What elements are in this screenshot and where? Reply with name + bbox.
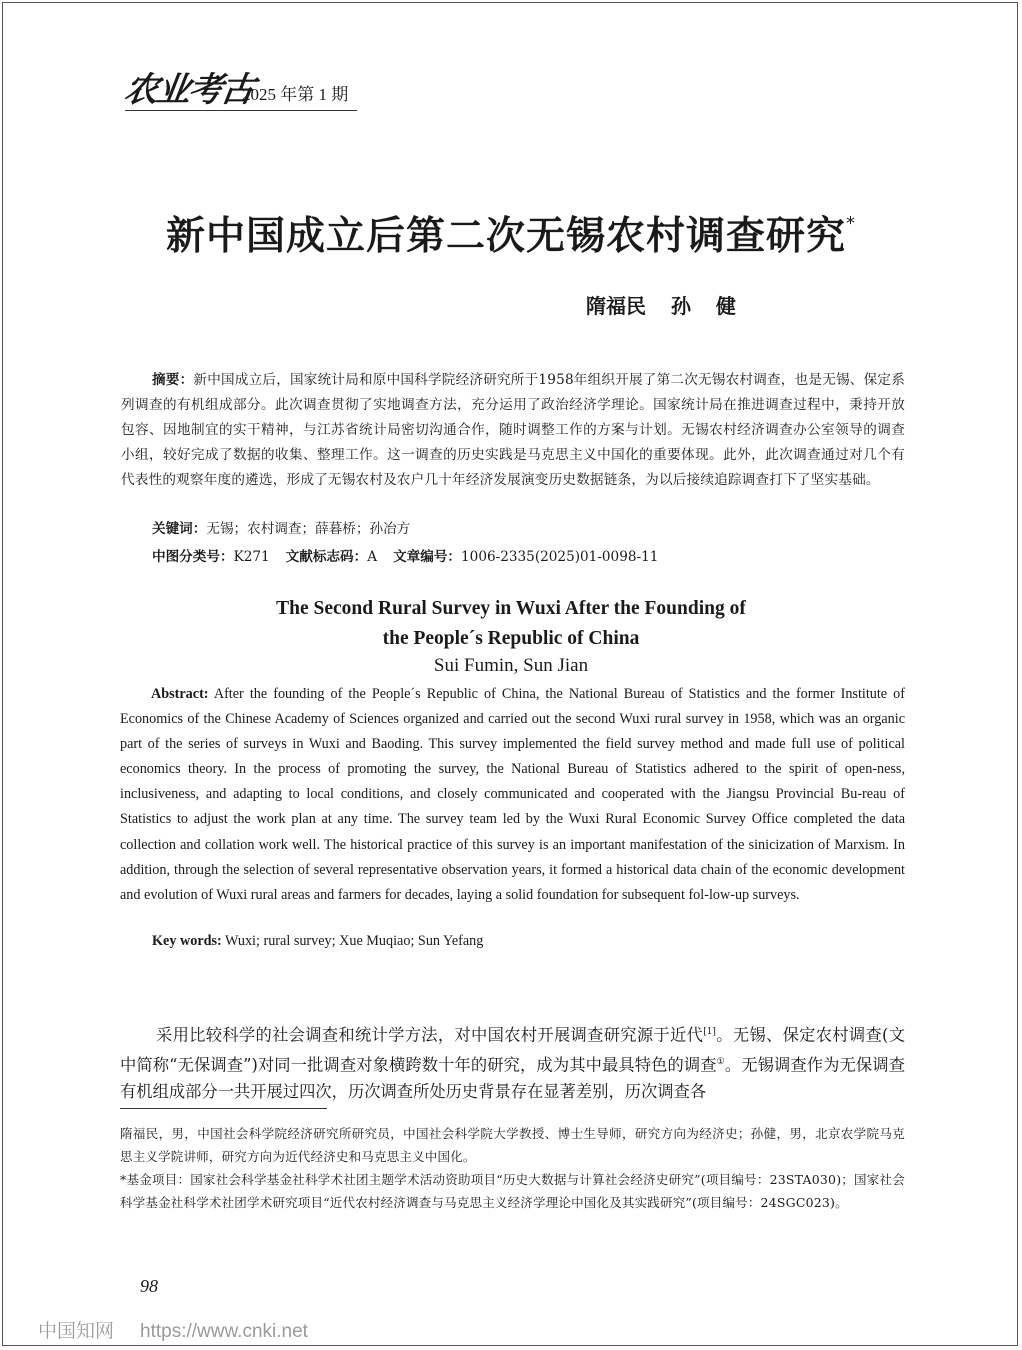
title-footnote-mark: *	[846, 213, 856, 234]
class-value: K271	[233, 549, 270, 565]
watermark-url[interactable]: https://www.cnki.net	[140, 1321, 308, 1342]
classification-line	[152, 545, 912, 565]
english-keywords-label: Key words:	[152, 933, 222, 949]
english-authors: Sui Fumin, Sun Jian	[433, 655, 589, 676]
english-title	[0, 594, 1022, 654]
english-title-line-2: the People´s Republic of China	[382, 628, 640, 649]
keywords-label: 关键词：	[152, 521, 207, 537]
body-text-segment: 。无锡、保定农村调查(文中简称“无保调查”)对同一批调查对象横跨数十年的研究，成为其中最具特色的调查	[120, 1025, 905, 1075]
reference-marker[interactable]: [1]	[703, 1027, 716, 1037]
english-abstract-label: Abstract:	[151, 686, 209, 702]
author-info-note: 隋福民，男，中国社会科学院经济研究所研究员，中国社会科学院大学教授、博士生导师，研究方向为经济史；孙健，男，北京农学院马克思主义学院讲师，研究方向为近代经济史和马克思主义中国化。	[120, 1126, 905, 1164]
footnote-divider	[120, 1108, 327, 1109]
abstract-text: 新中国成立后，国家统计局和原中国科学院经济研究所于1958年组织开展了第二次无锡农村调查，也是无锡、保定系列调查的有机组成部分。此次调查贯彻了实地调查方法，充分运用了政治经济学理论。国家统计局在推进调查过程中，秉持开放包容、因地制宜的实干精神，与江苏省统计局密切沟通合作，随时调整工作的方案与计划。无锡农村经济调查办公室领导的调查小组，较好完成了数据的收集、整理工作。这一调查的历史实践是马克思主义中国化的重要体现。此外，此次调查通过对几个有代表性的观察年度的遴选，形成了无锡农村及农户几十年经济发展演变历史数据链条，为以后接续追踪调查打下了坚实基础。	[121, 372, 905, 488]
class-label: 中图分类号：	[152, 549, 234, 565]
english-keywords	[152, 933, 483, 950]
issue-label: 2025 年第 1 期	[242, 85, 349, 104]
article-no-value: 1006-2335(2025)01-0098-11	[461, 549, 659, 565]
footnote-marker[interactable]: ①	[716, 1056, 725, 1067]
english-abstract-text: After the founding of the People´s Republic of China, the National Bureau of Statistics and the former Institute of Economics of the Chinese Academy of Sciences organized and carried out the second Wuxi rural survey in 1958, which was an organic part of the series of surveys in Wuxi and Baoding. This survey implemented the field survey method and made full use of political economics theory. In the process of promoting the survey, the National Bureau of Statistics adhered to the spirit of open-ness, inclusiveness, and adapting to local conditions, and closely communicated and cooperated with the Jiangsu Provincial Bu-reau of Statistics to adjust the work plan at any time. The survey team led by the Wuxi Rural Economic Survey Office completed the data collection and collation work well. The historical practice of this survey is an important manifestation of the sinicization of Marxism. In addition, through the selection of several representative observation years, it formed a historical data chain of the economic development and evolution of Wuxi rural areas and farmers for decades, laying a solid foundation for subsequent fol-low-up surveys.	[120, 686, 905, 903]
english-keywords-text: Wuxi; rural survey; Xue Muqiao; Sun Yefang	[225, 933, 484, 949]
watermark-brand: 中国知网	[38, 1320, 115, 1342]
keywords-text: 无锡；农村调查；薛暮桥；孙冶方	[206, 521, 411, 537]
english-abstract	[120, 682, 905, 908]
body-text-segment: 。无锡调查作为无保调查有机组成部分一共开展过四次，历次调查所处历史背景存在显著差别，历次调查各	[120, 1055, 905, 1101]
chinese-keywords	[152, 517, 912, 537]
body-text	[120, 1019, 905, 1105]
english-title-line-1: The Second Rural Survey in Wuxi After the Founding of	[276, 598, 746, 619]
fund-info-note: *基金项目：国家社会科学基金社科学术社团主题学术活动资助项目“历史大数据与计算社会经济史研究”(项目编号：23STA030)；国家社会科学基金社科学术社团学术研究项目“近代农村经济调查与马克思主义经济学理论中国化及其实践研究”(项目编号：24SGC023)。	[120, 1172, 905, 1210]
journal-logo: 农业考古	[121, 70, 256, 110]
chinese-title-text: 新中国成立后第二次无锡农村调查研究	[165, 214, 846, 259]
body-text-segment: 采用比较科学的社会调查和统计学方法，对中国农村开展调查研究源于近代	[156, 1025, 704, 1045]
article-no-label: 文章编号：	[393, 549, 462, 565]
footnotes	[120, 1122, 905, 1214]
chinese-authors: 隋福民 孙 健	[586, 294, 736, 318]
chinese-title	[0, 205, 1022, 261]
chinese-abstract	[121, 368, 905, 493]
abstract-label: 摘要：	[152, 372, 194, 388]
body-paragraph	[120, 1019, 905, 1105]
cnki-watermark	[38, 1316, 308, 1343]
doc-code-value: A	[367, 549, 378, 565]
journal-header	[121, 60, 357, 111]
page-number: 98	[140, 1276, 158, 1296]
doc-code-label: 文献标志码：	[285, 549, 368, 565]
